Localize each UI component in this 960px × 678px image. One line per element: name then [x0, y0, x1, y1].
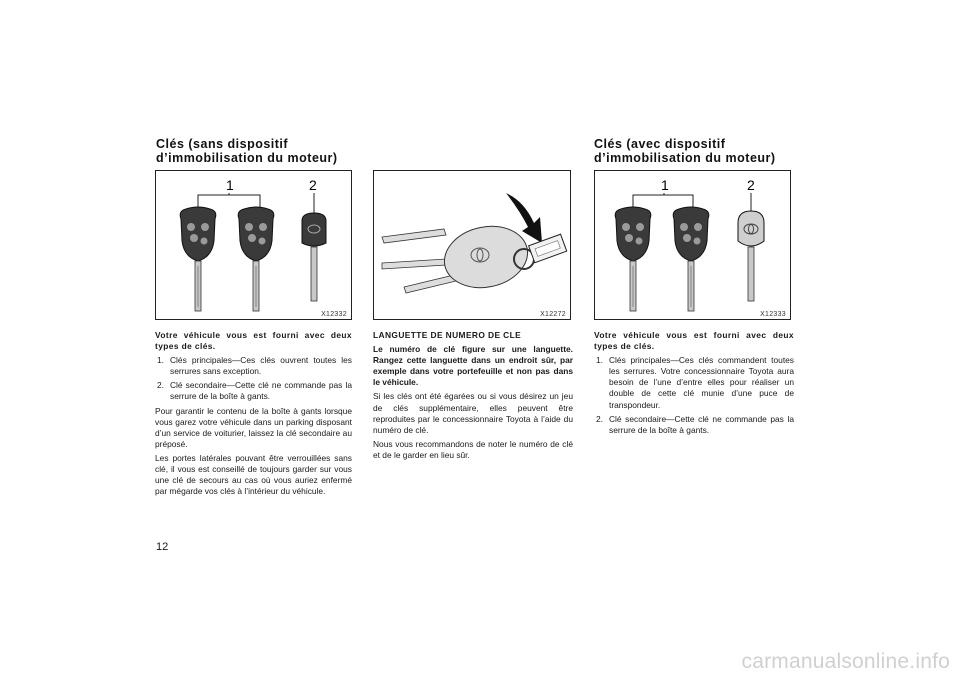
label-bracket: [198, 195, 260, 207]
list-number: 1.: [157, 355, 164, 366]
right-keys-figure: [594, 170, 791, 320]
key-bunch-icon: [382, 219, 534, 295]
master-key-2-icon: [238, 207, 274, 311]
valet-key-icon: [738, 211, 764, 301]
list-item: [594, 414, 794, 436]
right-section-title: [594, 137, 776, 165]
middle-figure-code: X12272: [540, 311, 566, 318]
left-paragraph-2: Les portes latérales pouvant être verrouillées sans clé, il vous est conseillé de toujours garder sur vous une clé de secours au cas où vous auriez enfermé par mégarde vos clés à l’intérieur du véhicule.: [155, 452, 352, 497]
middle-paragraph-1: Si les clés ont été égarées ou si vous désirez un jeu de clés supplémentaire, elles peuvent être reproduites par le concessionnaire Toyota à l’aide du numéro de clé.: [373, 391, 573, 435]
list-number: 2.: [596, 413, 603, 424]
master-key-1-icon: [180, 207, 216, 311]
left-title-line1: Clés (sans dispositif: [156, 137, 289, 151]
list-text: Clés principales—Ces clés commandent toutes les serrures. Votre concessionnaire Toyota aura besoin de l’une d’entre elles pour réaliser un double de cette clé munie d’une puce de transpondeur.: [609, 355, 794, 410]
key-number-heading: LANGUETTE DE NUMERO DE CLE: [373, 330, 522, 340]
figure-label-2: 2: [309, 177, 317, 193]
figure-label-2: 2: [747, 177, 755, 193]
right-title-line1: Clés (avec dispositif: [594, 137, 726, 151]
left-section-title: [156, 137, 338, 165]
list-text: Clé secondaire—Cette clé ne commande pas la serrure de la boîte à gants.: [170, 380, 352, 402]
master-key-1-icon: [615, 207, 651, 311]
right-intro: Votre véhicule vous est fourni avec deux types de clés.: [594, 330, 794, 352]
list-item: [155, 380, 352, 402]
watermark-text: carmanualsonline.info: [741, 650, 950, 673]
keys-illustration: [156, 171, 351, 319]
list-item: [155, 355, 352, 377]
left-intro: Votre véhicule vous est fourni avec deux types de clés.: [155, 330, 352, 352]
transponder-keys-illustration: [595, 171, 790, 319]
left-keys-figure: [155, 170, 352, 320]
middle-text-column: [373, 330, 573, 464]
label-bracket: [633, 195, 693, 207]
figure-label-1: 1: [661, 177, 669, 193]
valet-key-icon: [302, 213, 326, 301]
right-title-line2: d’immobilisation du moteur): [594, 151, 776, 165]
right-text-column: [594, 330, 794, 439]
key-number-bold-paragraph: Le numéro de clé figure sur une languette. Rangez cette languette dans un endroit sûr, par exemple dans votre portefeuille et non pas dans le véhicule.: [373, 344, 573, 388]
list-number: 2.: [157, 380, 164, 391]
right-figure-code: X12333: [760, 311, 786, 318]
list-item: [594, 355, 794, 410]
key-number-tag-icon: [529, 234, 567, 263]
list-text: Clé secondaire—Cette clé ne commande pas la serrure de la boîte à gants.: [609, 413, 794, 435]
list-number: 1.: [596, 355, 603, 366]
key-number-plate-figure: [373, 170, 571, 320]
figure-label-1: 1: [226, 177, 234, 193]
middle-paragraph-2: Nous vous recommandons de noter le numéro de clé et de le garder en lieu sûr.: [373, 438, 573, 460]
list-text: Clés principales—Ces clés ouvrent toutes les serrures sans exception.: [170, 355, 352, 377]
page-number: 12: [156, 541, 169, 553]
key-tag-illustration: [374, 171, 570, 319]
master-key-2-icon: [673, 207, 709, 311]
left-figure-code: X12332: [321, 311, 347, 318]
left-text-column: [155, 330, 352, 500]
left-paragraph-1: Pour garantir le contenu de la boîte à gants lorsque vous garez votre véhicule dans un parking disposant d’un service de voiturier, laissez la clé secondaire au préposé.: [155, 405, 352, 449]
left-title-line2: d’immobilisation du moteur): [156, 151, 338, 165]
